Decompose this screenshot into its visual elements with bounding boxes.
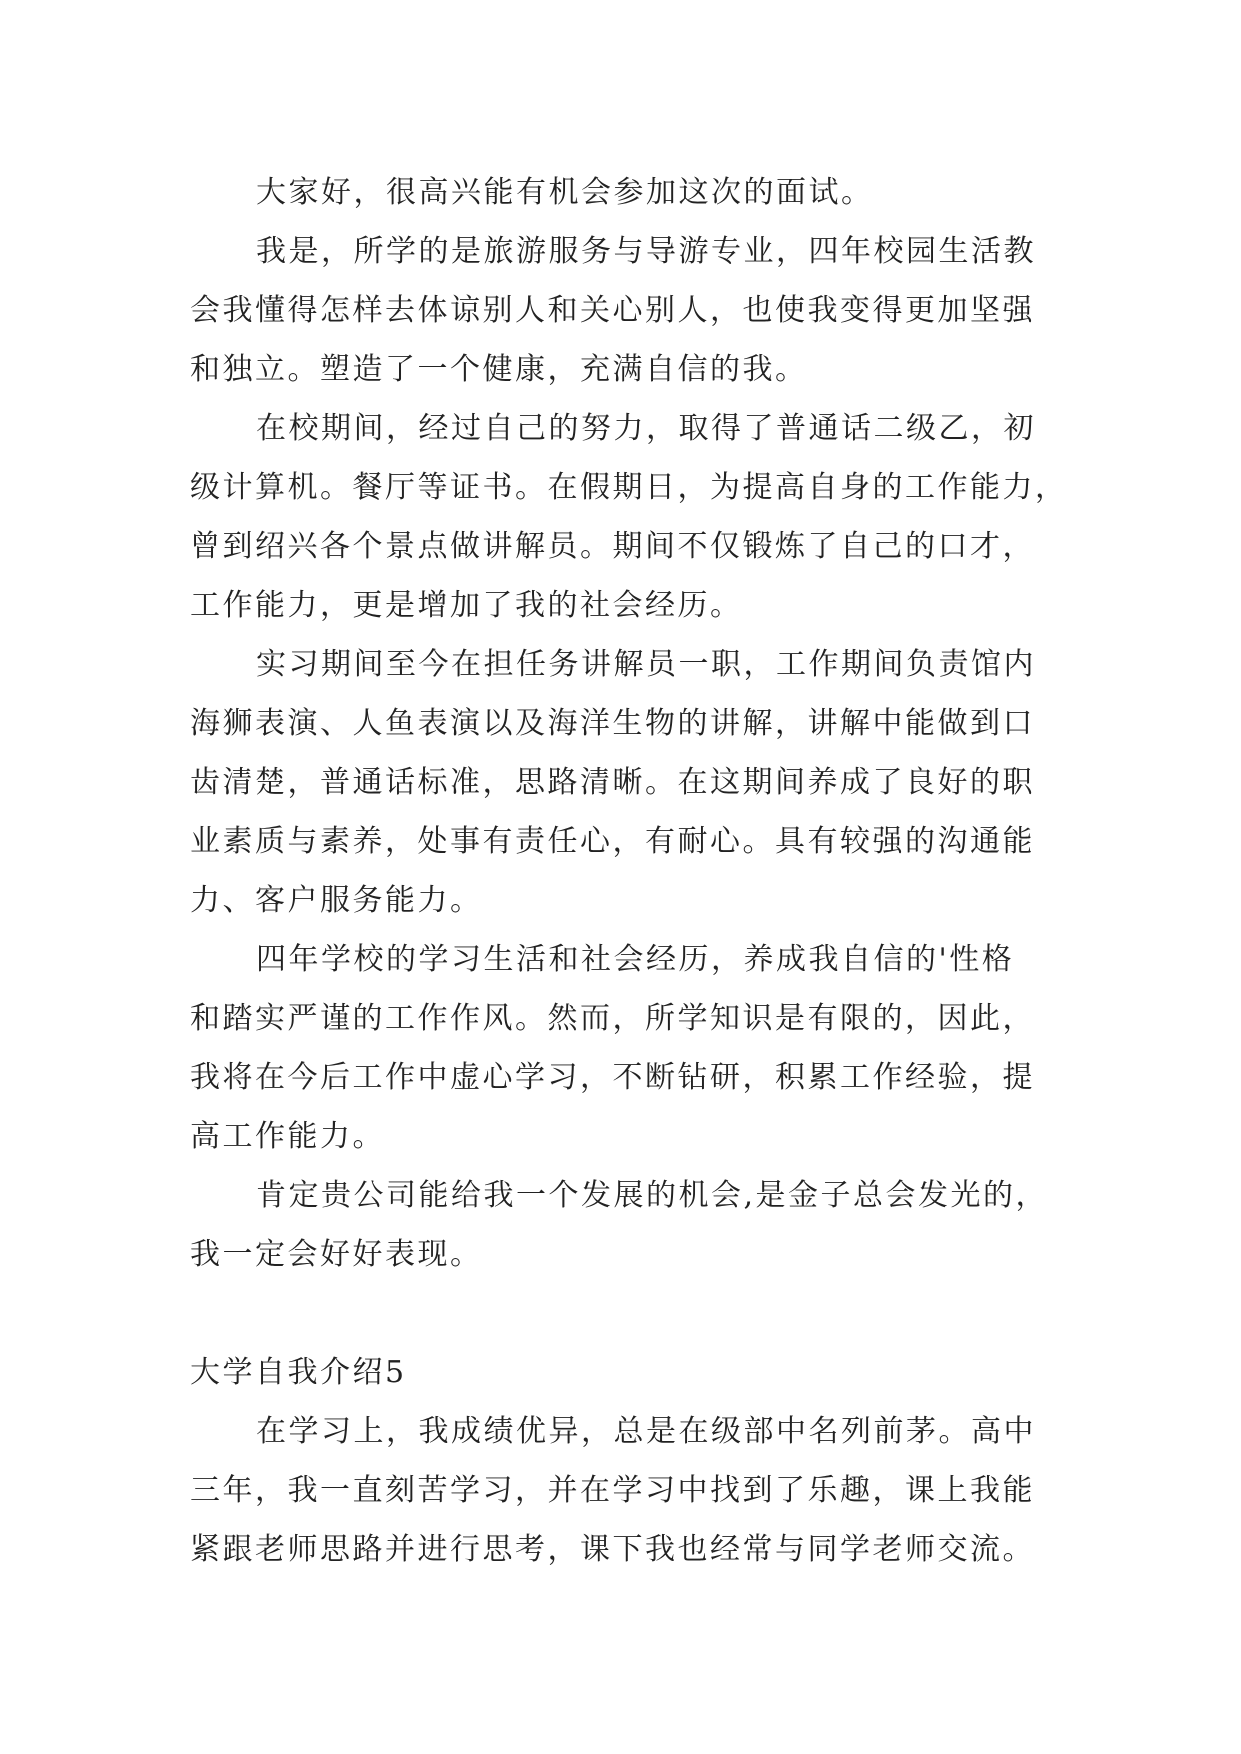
- paragraph-line: 和踏实严谨的工作作风。然而，所学知识是有限的，因此，: [190, 1001, 1035, 1036]
- paragraph-major: [190, 222, 1090, 399]
- paragraph-line: 大家好，很高兴能有机会参加这次的面试。: [256, 175, 874, 210]
- paragraph-closing: [190, 1166, 1090, 1284]
- paragraph-line: 力、客户服务能力。: [190, 883, 483, 918]
- section-heading: 大学自我介绍5: [190, 1355, 407, 1390]
- paragraph-line: 业素质与素养，处事有责任心，有耐心。具有较强的沟通能: [190, 824, 1035, 859]
- paragraph-line: 我一定会好好表现。: [190, 1237, 483, 1272]
- paragraph-line: 和独立。塑造了一个健康，充满自信的我。: [190, 352, 808, 387]
- paragraph-line: 齿清楚，普通话标准，思路清晰。在这期间养成了良好的职: [190, 765, 1035, 800]
- paragraph-school-period: [190, 399, 1090, 635]
- paragraph-greeting: [190, 163, 1090, 222]
- paragraph-line: 曾到绍兴各个景点做讲解员。期间不仅锻炼了自己的口才，: [190, 529, 1035, 564]
- paragraph-study: [190, 1402, 1090, 1579]
- paragraph-line: 肯定贵公司能给我一个发展的机会,是金子总会发光的，: [256, 1178, 1049, 1213]
- paragraph-line: 会我懂得怎样去体谅别人和关心别人，也使我变得更加坚强: [190, 293, 1035, 328]
- paragraph-line: 三年，我一直刻苦学习，并在学习中找到了乐趣，课上我能: [190, 1473, 1035, 1508]
- paragraph-line: 海狮表演、人鱼表演以及海洋生物的讲解，讲解中能做到口: [190, 706, 1035, 741]
- paragraph-line: 级计算机。餐厅等证书。在假期日，为提高自身的工作能力，: [190, 470, 1068, 505]
- paragraph-line: 紧跟老师思路并进行思考，课下我也经常与同学老师交流。: [190, 1532, 1035, 1567]
- paragraph-line: 在学习上，我成绩优异，总是在级部中名列前茅。高中: [256, 1414, 1036, 1449]
- document-body: [190, 163, 1090, 1579]
- paragraph-line: 在校期间，经过自己的努力，取得了普通话二级乙，初: [256, 411, 1036, 446]
- paragraph-line: 我将在今后工作中虚心学习，不断钻研，积累工作经验，提: [190, 1060, 1035, 1095]
- paragraph-line: 我是，所学的是旅游服务与导游专业，四年校园生活教: [256, 234, 1036, 269]
- paragraph-line: 实习期间至今在担任务讲解员一职，工作期间负责馆内: [256, 647, 1036, 682]
- paragraph-internship: [190, 635, 1090, 930]
- paragraph-four-years: [190, 930, 1090, 1166]
- paragraph-line: 四年学校的学习生活和社会经历，养成我自信的'性格: [256, 942, 1015, 977]
- paragraph-line: 工作能力，更是增加了我的社会经历。: [190, 588, 743, 623]
- paragraph-line: 高工作能力。: [190, 1119, 385, 1154]
